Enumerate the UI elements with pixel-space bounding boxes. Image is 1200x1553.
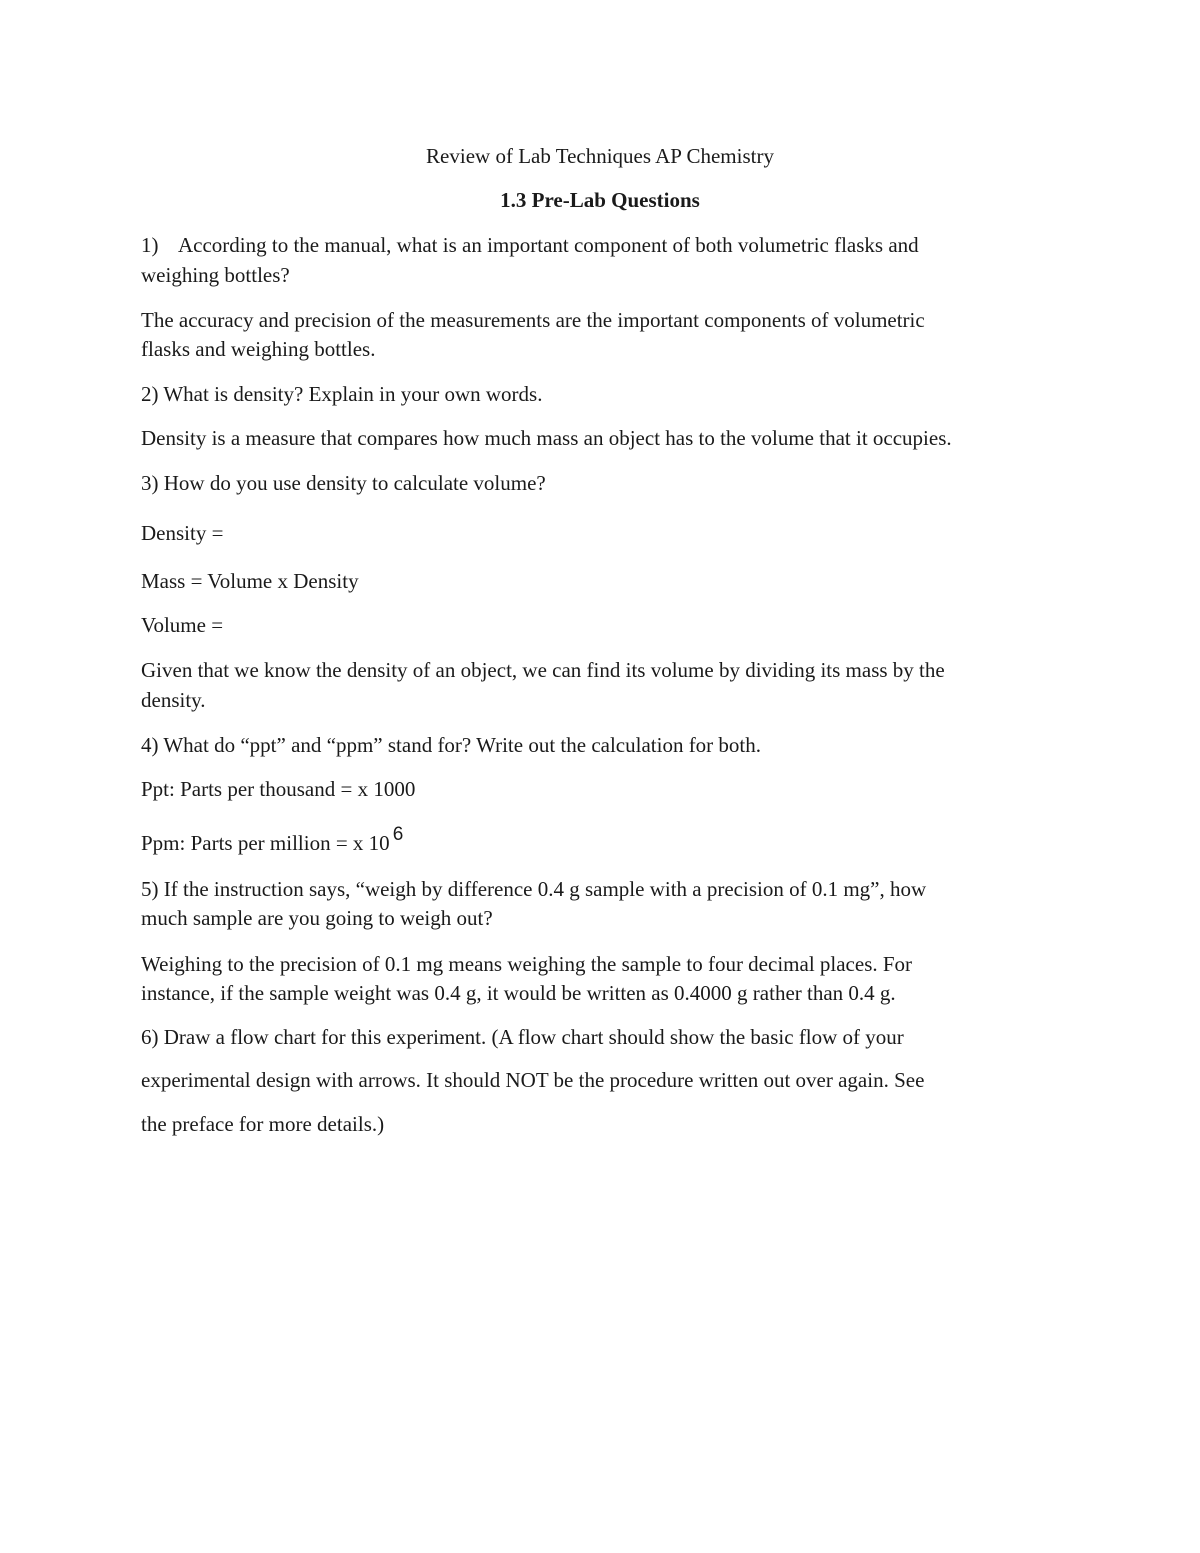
ppm-equation-text: Ppm: Parts per million = x 10 (141, 831, 390, 855)
question-4: 4) What do “ppt” and “ppm” stand for? Write out the calculation for both. (141, 733, 762, 757)
question-1-number: 1) (141, 233, 159, 257)
question-2: 2) What is density? Explain in your own words. (141, 382, 543, 406)
question-5-line-2: much sample are you going to weigh out? (141, 906, 493, 930)
question-5-line-1: 5) If the instruction says, “weigh by difference 0.4 g sample with a precision of 0.1 mg”, how (141, 877, 927, 901)
answer-5-line-1: Weighing to the precision of 0.1 mg means weighing the sample to four decimal places. For (141, 952, 913, 976)
ppt-equation: Ppt: Parts per thousand = x 1000 (141, 777, 416, 801)
answer-1-line-1: The accuracy and precision of the measurements are the important components of volumetric (141, 308, 925, 332)
ppm-exponent: 6 (392, 824, 404, 845)
answer-1-line-2: flasks and weighing bottles. (141, 337, 376, 361)
volume-equation: Volume = (141, 613, 224, 637)
section-heading: 1.3 Pre-Lab Questions (500, 188, 700, 212)
answer-2: Density is a measure that compares how much mass an object has to the volume that it occupies. (141, 426, 952, 450)
answer-3-line-1: Given that we know the density of an object, we can find its volume by dividing its mass by the (141, 658, 945, 682)
answer-5-line-2: instance, if the sample weight was 0.4 g, it would be written as 0.4000 g rather than 0.4 g. (141, 981, 896, 1005)
question-6-line-3: the preface for more details.) (141, 1112, 385, 1136)
question-6-line-1: 6) Draw a flow chart for this experiment. (A flow chart should show the basic flow of your (141, 1025, 904, 1049)
answer-3-line-2: density. (141, 688, 206, 712)
ppm-equation (141, 824, 404, 859)
question-1-text: According to the manual, what is an important component of both volumetric flasks and (178, 233, 919, 257)
question-1-line-1 (141, 231, 919, 259)
question-1-line-2: weighing bottles? (141, 263, 290, 287)
question-3: 3) How do you use density to calculate volume? (141, 471, 546, 495)
density-equation: Density = (141, 521, 224, 545)
document-title: Review of Lab Techniques AP Chemistry (426, 144, 774, 168)
mass-equation: Mass = Volume x Density (141, 569, 359, 593)
question-6-line-2: experimental design with arrows. It should NOT be the procedure written out over again. See (141, 1068, 925, 1092)
